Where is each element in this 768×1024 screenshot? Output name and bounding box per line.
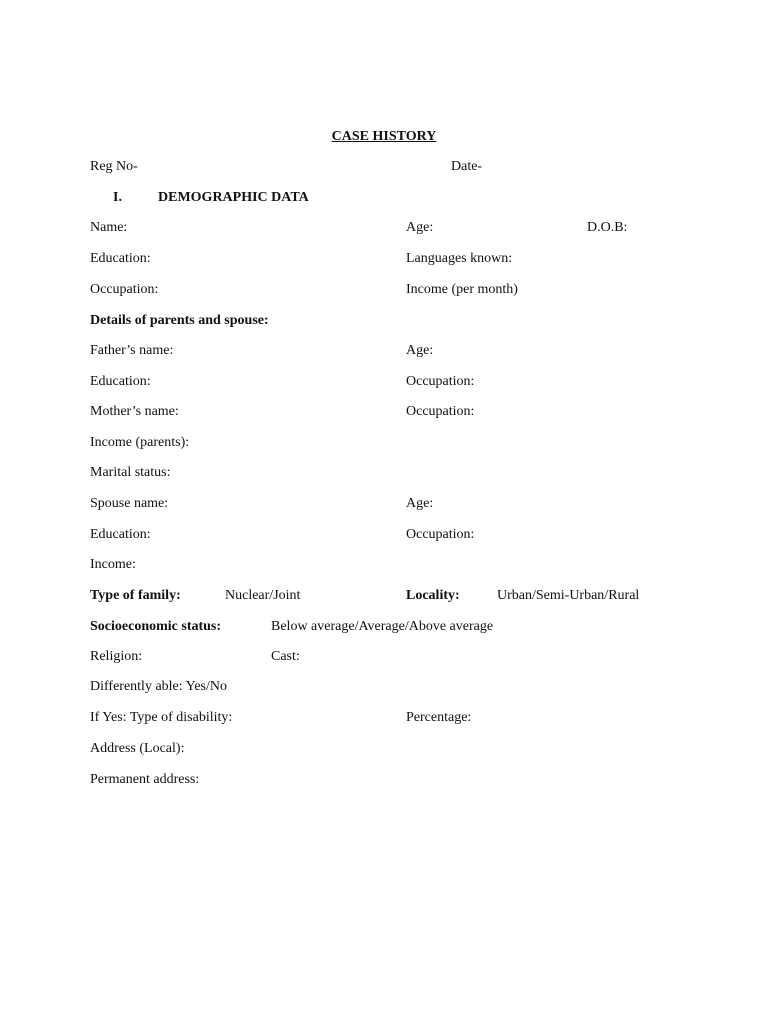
dob-label: D.O.B: <box>587 220 628 235</box>
cast-label: Cast: <box>271 649 300 664</box>
disability-type-label: If Yes: Type of disability: <box>90 710 233 725</box>
occupation-label: Occupation: <box>90 282 159 297</box>
religion-label: Religion: <box>90 649 143 664</box>
spouse-name-label: Spouse name: <box>90 496 169 511</box>
income-parents-label: Income (parents): <box>90 435 190 450</box>
date-label: Date- <box>451 159 483 174</box>
differently-able-label: Differently able: Yes/No <box>90 679 227 694</box>
father-age-label: Age: <box>406 343 434 358</box>
socioeconomic-status-label: Socioeconomic status: <box>90 619 222 634</box>
parents-spouse-heading: Details of parents and spouse: <box>90 313 269 328</box>
reg-no-label: Reg No- <box>90 159 138 174</box>
family-type-options: Nuclear/Joint <box>225 588 301 603</box>
father-education-label: Education: <box>90 374 151 389</box>
section-number: I. <box>113 190 122 205</box>
section-heading: DEMOGRAPHIC DATA <box>158 190 309 205</box>
page-title: CASE HISTORY <box>331 129 437 144</box>
age-label: Age: <box>406 220 434 235</box>
name-label: Name: <box>90 220 128 235</box>
spouse-occupation-label: Occupation: <box>406 527 475 542</box>
spouse-age-label: Age: <box>406 496 434 511</box>
mother-name-label: Mother’s name: <box>90 404 179 419</box>
family-type-label: Type of family: <box>90 588 181 603</box>
locality-options: Urban/Semi-Urban/Rural <box>497 588 640 603</box>
address-local-label: Address (Local): <box>90 741 185 756</box>
locality-label: Locality: <box>406 588 460 603</box>
spouse-income-label: Income: <box>90 557 136 572</box>
mother-occupation-label: Occupation: <box>406 404 475 419</box>
spouse-education-label: Education: <box>90 527 151 542</box>
father-name-label: Father’s name: <box>90 343 174 358</box>
languages-known-label: Languages known: <box>406 251 513 266</box>
percentage-label: Percentage: <box>406 710 472 725</box>
income-label: Income (per month) <box>406 282 518 297</box>
socioeconomic-status-options: Below average/Average/Above average <box>271 619 494 634</box>
father-occupation-label: Occupation: <box>406 374 475 389</box>
marital-status-label: Marital status: <box>90 465 171 480</box>
permanent-address-label: Permanent address: <box>90 772 200 787</box>
education-label: Education: <box>90 251 151 266</box>
